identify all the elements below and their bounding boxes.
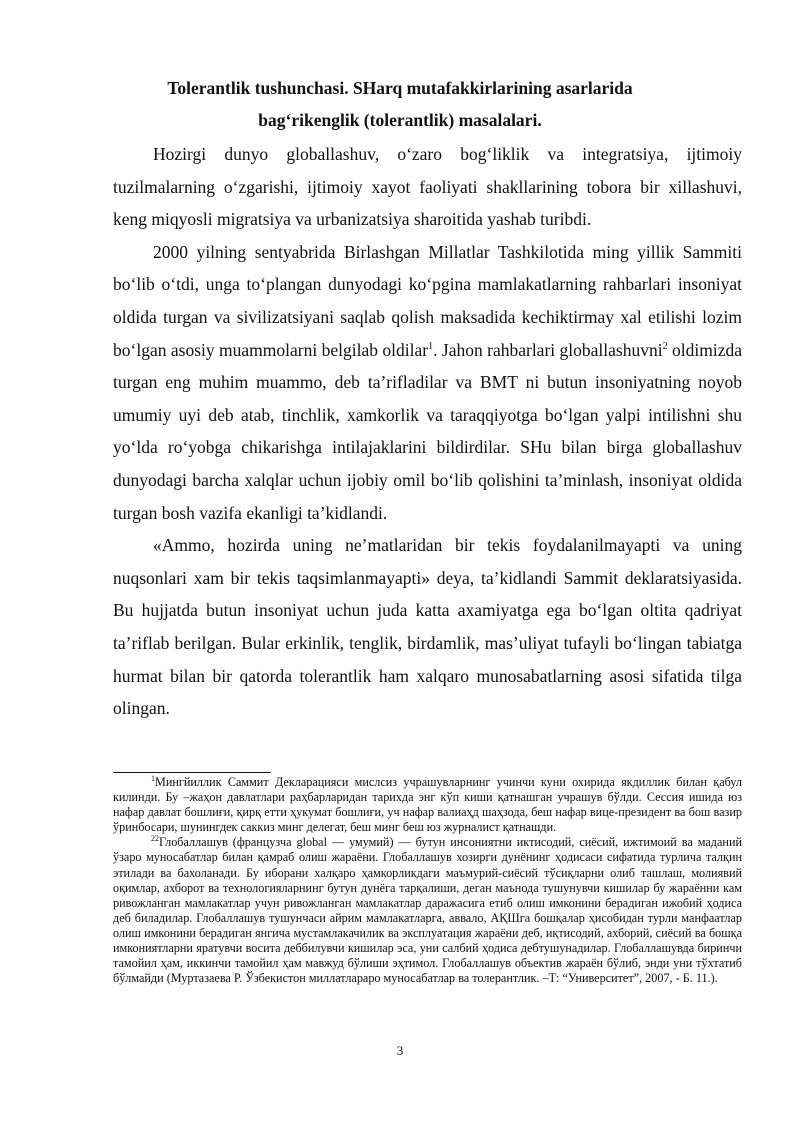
paragraph-3: «Ammo, hozirda uning ne’matlaridan bir tekis foydalanilmayapti va uning nuqsonlari xam bir tekis taqsimlanmayapti» deya, ta’kidlandi Sammit deklaratsiyasida. Bu hujjatda butun insoniyat uchun juda katta axamiyatga ega bo‘lgan oltita qadriyat ta’riflab berilgan. Bular erkinlik, tenglik, birdamlik, mas’uliyat tufayli bo‘lingan tabiatga hurmat bilan bir qatorda tolerantlik ham xalqaro munosabatlarning asosi sifatida tilga olingan. bbox=[113, 535, 742, 719]
footnote-2-text: Глобаллашув (французча global — умумий) — бутун инсониятни иктисодий, сиёсий, ижтимоий ва маданий ўзаро муносабатлар билан қамраб олиш жараёни. Глобаллашув хозирги дунёнинг ҳодисаси сифатида турлича талқин этилади ва бахоланади. Бу иборани халқаро ҳамкорликдаги маъмурий-сиёсий тўсиқларни олиб ташлаш, молиявий оқимлар, ахборот ва технологияларнинг бутун дунёга тарқалиши, деган маънода тушунувчи кишилар бу жараённи кам ривожланган мамлакатлар учун ривожланган мамлакатлар даражасига етиб олиш имконини берадиган ижобий ҳодиса деб биладилар. Глобаллашув тушунчаси айрим мамлакатларга, аввало, АҚШга бошқалар ҳисобидан турли манфаатлар олиш имконини берадиган янгича мустамлакачилик ва эксплуатация жараёни деб, иқтисодий, ахборий, сиёсий ва бошқа имкониятларни яратувчи восита деббилувчи кишилар эса, уни салбий ҳодиса дебтушунадилар. Глобаллашувда биринчи тамойил ҳам, иккинчи тамойил ҳам мавжуд бўлиши эҳтимол. Глобаллашув объектив жараён бўлиб, энди уни тўхтатиб бўлмайди (Муртазаева Р. Ўзбекистон миллатлараро муносабатлар ва толерантлик. –Т: “Университет”, 2007, - Б. 11.). bbox=[113, 835, 742, 986]
footnote-ref-2[interactable]: 2 bbox=[662, 340, 668, 352]
paragraph-2 bbox=[113, 236, 742, 529]
footnote-2 bbox=[113, 835, 742, 986]
footnotes bbox=[113, 775, 742, 986]
footnote-1-mark: 1 bbox=[151, 773, 155, 783]
page-number: 3 bbox=[396, 1043, 404, 1058]
footnote-1 bbox=[113, 775, 742, 835]
footnote-1-text: Мингйиллик Саммит Декларацияси мислсиз учрашувларнинг учинчи куни охирида якдиллик билан қабул килинди. Бу –жаҳон давлатлари раҳбарларидан тарихда энг кўп киши қатнашган учрашув бўлди. Сессия ишида юз нафар давлат бошлиғи, қирқ етти ҳукумат бошлиғи, уч нафар валиаҳд шаҳзода, беш нафар вице-президент ва бош вазир ўринбосари, шунингдек саккиз минг делегат, беш минг беш юз журналист қатнашди. bbox=[113, 775, 742, 835]
footnote-ref-1[interactable]: 1 bbox=[428, 340, 434, 352]
paragraph-2-text-b: . Jahon rahbarlari globallashuvni bbox=[433, 339, 663, 360]
body-text bbox=[113, 138, 742, 725]
footnote-separator bbox=[113, 772, 271, 773]
paragraph-2-text-a: 2000 yilning sentyabrida Birlashgan Millatlar Tashkilotida ming yillik Sammiti bo‘lib o‘tdi, unga to‘plangan dunyodagi ko‘pgina mamlakatlarning rahbarlari insoniyat oldida turgan va sivilizatsiyani saqlab qolish maksadida kechiktirmay xal etilishi lozim bo‘lgan asosiy muammolarni belgilab oldilar bbox=[113, 241, 742, 360]
page-subtitle: bag‘rikenglik (tolerantlik) masalalari. bbox=[258, 110, 542, 130]
paragraph-1: Hozirgi dunyo globallashuv, o‘zaro bog‘liklik va integratsiya, ijtimoiy tuzilmalarning o‘zgarishi, ijtimoiy xayot faoliyati shakllarining tobora bir xillashuvi, keng miqyosli migratsiya va urbanizatsiya sharoitida yashab turibdi. bbox=[113, 144, 742, 230]
page-title: Tolerantlik tushunchasi. SHarq mutafakkirlarining asarlarida bbox=[167, 78, 633, 98]
footnote-2-mark: 22 bbox=[151, 834, 159, 844]
paragraph-2-text-c: oldimizda turgan eng muhim muammo, deb ta’rifladilar va BMT ni butun insoniyatning noyob umumiy uyi deb atab, tinchlik, xamkorlik va taraqqiyotga bo‘lgan yalpi intilishni shu yo‘lda ro‘yobga chikarishga intilajaklarini bildirdilar. SHu bilan birga globallashuv dunyodagi barcha xalqlar uchun ijobiy omil bo‘lib qolishini ta’minlash, insoniyat oldida turgan bosh vazifa ekanligi ta’kidlandi. bbox=[113, 339, 742, 523]
